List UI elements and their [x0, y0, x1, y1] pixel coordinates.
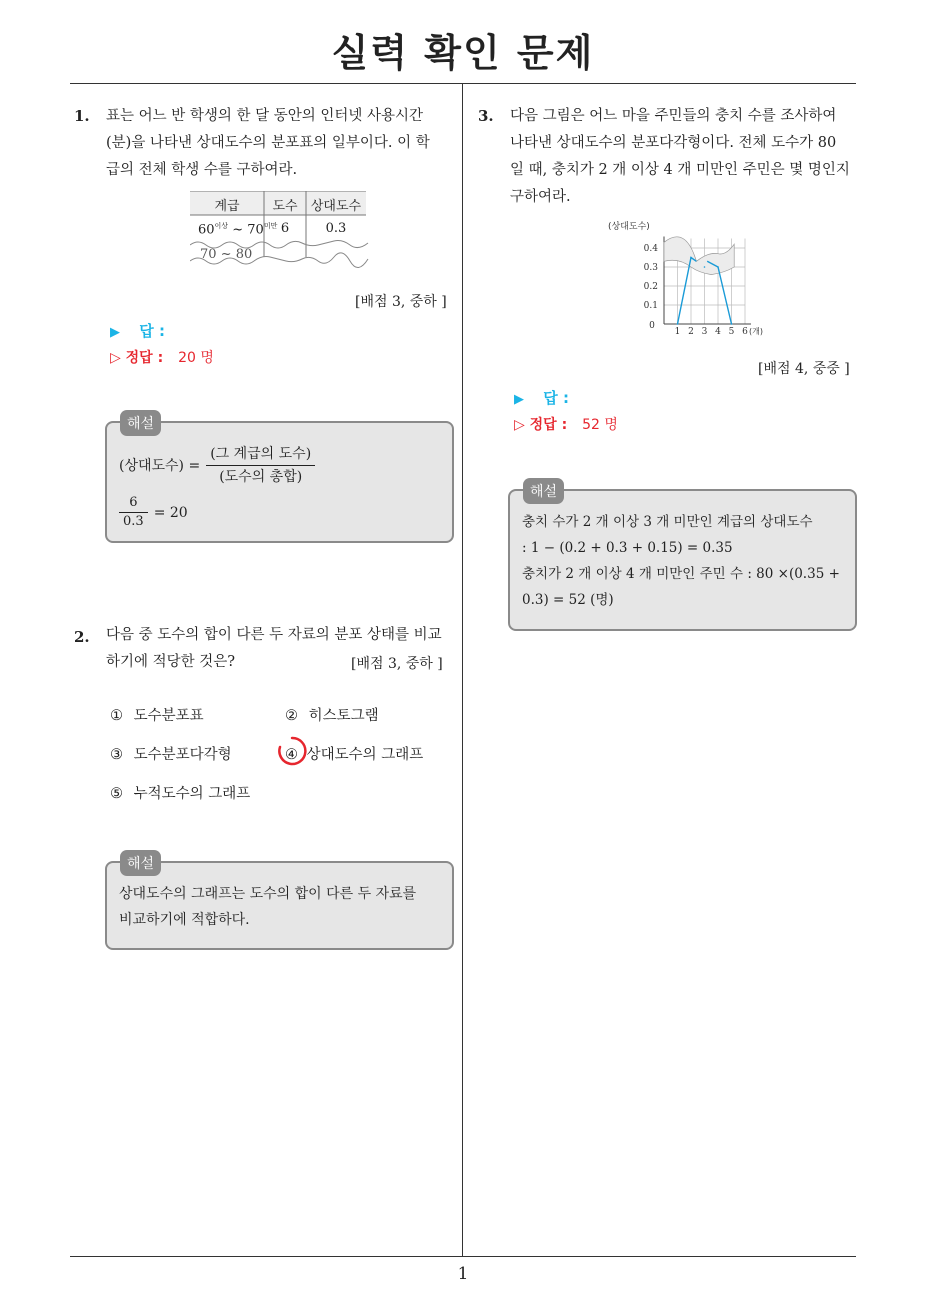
- chart-y-tick-label: 0.1: [643, 301, 658, 311]
- q1-text-line: 급의 전체 학생 수를 구하여라.: [106, 162, 298, 178]
- chart-x-tick-label: 6: [742, 327, 748, 337]
- top-rule: [70, 83, 856, 84]
- q3-chart: [604, 216, 764, 338]
- answer-arrow-icon: ▶: [514, 392, 524, 407]
- q3-answer: [514, 387, 569, 408]
- correct-arrow-icon: ▷: [514, 417, 525, 433]
- q1-table-header: 상대도수: [310, 199, 362, 214]
- chart-y-tick-label: 0.4: [643, 244, 658, 254]
- q1-frequency-table: [190, 191, 370, 269]
- q3-explain-box: [508, 489, 857, 631]
- q1-score: [배점 3, 중하 ]: [355, 294, 447, 310]
- q1-explain-calc-numerator: 6: [119, 494, 148, 513]
- q1-text-line: 표는 어느 반 학생의 한 달 동안의 인터넷 사용시간: [106, 108, 424, 124]
- q2-choice-2[interactable]: [285, 704, 379, 725]
- q1-table-header: 계급: [214, 199, 240, 214]
- q3-text: [510, 103, 860, 211]
- q2-choice-1[interactable]: [110, 704, 204, 725]
- q1-table-class-sup: 미만: [263, 222, 278, 230]
- q1-number: 1.: [74, 107, 90, 125]
- q1-text-line: (분)을 나타낸 상대도수의 분포표의 일부이다. 이 학: [106, 135, 430, 151]
- q1-table-freq-cell: 6: [280, 221, 290, 236]
- bottom-rule: [70, 1256, 856, 1257]
- chart-point: [717, 266, 719, 268]
- q1-table-header: 도수: [272, 199, 298, 214]
- q1-explain-denominator: (도수의 총합): [219, 469, 303, 485]
- q1-correct-label: 정답 :: [125, 350, 164, 366]
- q1-table-class-cell: 70 ~ 80: [200, 247, 253, 262]
- q1-answer: [110, 320, 165, 341]
- q1-explain-lhs: (상대도수) =: [119, 457, 201, 474]
- choice-label: 누적도수의 그래프: [133, 786, 251, 802]
- q1-correct: [110, 347, 214, 367]
- q1-table-class-sup: 이상: [214, 222, 229, 230]
- q2-text-line: 하기에 적당한 것은?: [106, 654, 236, 670]
- chart-point: [731, 323, 733, 325]
- page-title: 실력 확인 문제: [331, 31, 595, 75]
- choice-mark: ③: [110, 747, 123, 763]
- choice-mark: ④: [285, 747, 298, 763]
- q3-explain-body: [522, 509, 850, 613]
- chart-x-tick-label: 3: [701, 327, 708, 337]
- q2-score: [배점 3, 중하 ]: [351, 656, 443, 672]
- q2-selected-circle-icon: [276, 735, 308, 767]
- choice-mark: ②: [285, 708, 298, 724]
- q1-explain-calc-result: = 20: [153, 504, 188, 521]
- correct-arrow-icon: ▷: [110, 350, 121, 366]
- q1-table-class-low: 60: [198, 222, 215, 238]
- q2-choice-5[interactable]: [110, 782, 250, 803]
- q1-explain-formula: [119, 443, 439, 488]
- chart-y-axis-label: (상대도수): [608, 222, 650, 232]
- choice-label: 도수분포다각형: [133, 747, 232, 763]
- choice-mark: ①: [110, 708, 123, 724]
- q3-correct-value: 52 명: [582, 417, 618, 433]
- q1-table-rel-cell: 0.3: [325, 221, 347, 236]
- column-divider: [462, 83, 463, 1256]
- q3-text-line: 구하여라.: [510, 189, 571, 205]
- q2-number: 2.: [74, 628, 90, 646]
- q3-text-line: 일 때, 충치가 2 개 이상 4 개 미만인 주민은 몇 명인지: [510, 162, 850, 178]
- chart-point: [690, 257, 692, 259]
- chart-point: [704, 266, 706, 268]
- q3-answer-label: 답 :: [543, 389, 569, 407]
- q1-explain-numerator: (그 계급의 도수): [206, 443, 315, 466]
- q2-explain-badge: 해설: [120, 850, 161, 876]
- choice-mark: ⑤: [110, 786, 123, 802]
- q3-explain-line: 충치 수가 2 개 이상 3 개 미만인 계급의 상대도수: [522, 514, 813, 530]
- q2-choice-3[interactable]: [110, 743, 232, 764]
- q3-explain-badge: 해설: [523, 478, 564, 504]
- q3-text-line: 나타낸 상대도수의 분포다각형이다. 전체 도수가 80: [510, 135, 837, 151]
- choice-label: 상대도수의 그래프: [306, 747, 424, 763]
- answer-arrow-icon: ▶: [110, 325, 120, 340]
- chart-x-tick-label: 1: [674, 327, 681, 337]
- q1-explain-calc-fraction: [119, 494, 148, 531]
- chart-point: [677, 323, 679, 325]
- q1-table-class-high: 70: [247, 222, 264, 238]
- choice-label: 도수분포표: [133, 708, 204, 724]
- page-number: 1: [457, 1264, 469, 1284]
- q1-explain-badge: 해설: [120, 410, 161, 436]
- q1-correct-value: 20 명: [178, 350, 214, 366]
- q1-explain-box: [105, 421, 454, 543]
- q3-score: [배점 4, 중중 ]: [758, 361, 850, 377]
- chart-y-tick-label: 0.2: [643, 282, 658, 292]
- chart-x-axis-label: (개): [749, 327, 763, 336]
- chart-x-tick-label: 5: [728, 327, 735, 337]
- q3-explain-line: 충치가 2 개 이상 4 개 미만인 주민 수 : 80 ×(0.35 +: [522, 566, 840, 582]
- chart-torn-area: [664, 237, 734, 275]
- q1-explain-calc: [119, 494, 439, 531]
- chart-x-tick-label: 4: [715, 327, 721, 337]
- q1-explain-calc-denominator: 0.3: [123, 514, 144, 529]
- q1-explain-body: [119, 443, 439, 531]
- chart-x-tick-label: 2: [688, 327, 694, 337]
- q2-text-line: 다음 중 도수의 합이 다른 두 자료의 분포 상태를 비교: [106, 627, 442, 643]
- q3-number: 3.: [478, 107, 494, 125]
- q3-explain-line: 0.3) = 52 (명): [522, 592, 614, 608]
- q1-table-class-sep: ~: [232, 222, 244, 238]
- chart-y-tick-label: 0.3: [643, 263, 658, 273]
- q2-explain-line: 비교하기에 적합하다.: [119, 912, 250, 928]
- chart-origin-label: 0: [649, 321, 655, 331]
- q3-correct: [514, 414, 618, 434]
- q1-answer-label: 답 :: [139, 322, 165, 340]
- choice-label: 히스토그램: [308, 708, 379, 724]
- q2-explain-body: [119, 881, 444, 933]
- q3-correct-label: 정답 :: [529, 417, 568, 433]
- q2-explain-line: 상대도수의 그래프는 도수의 합이 다른 두 자료를: [119, 886, 417, 902]
- q1-text: [106, 103, 458, 184]
- q3-text-line: 다음 그림은 어느 마을 주민들의 충치 수를 조사하여: [510, 108, 837, 124]
- q3-explain-line: : 1 − (0.2 + 0.3 + 0.15) = 0.35: [522, 540, 733, 556]
- q1-explain-fraction: [206, 443, 315, 488]
